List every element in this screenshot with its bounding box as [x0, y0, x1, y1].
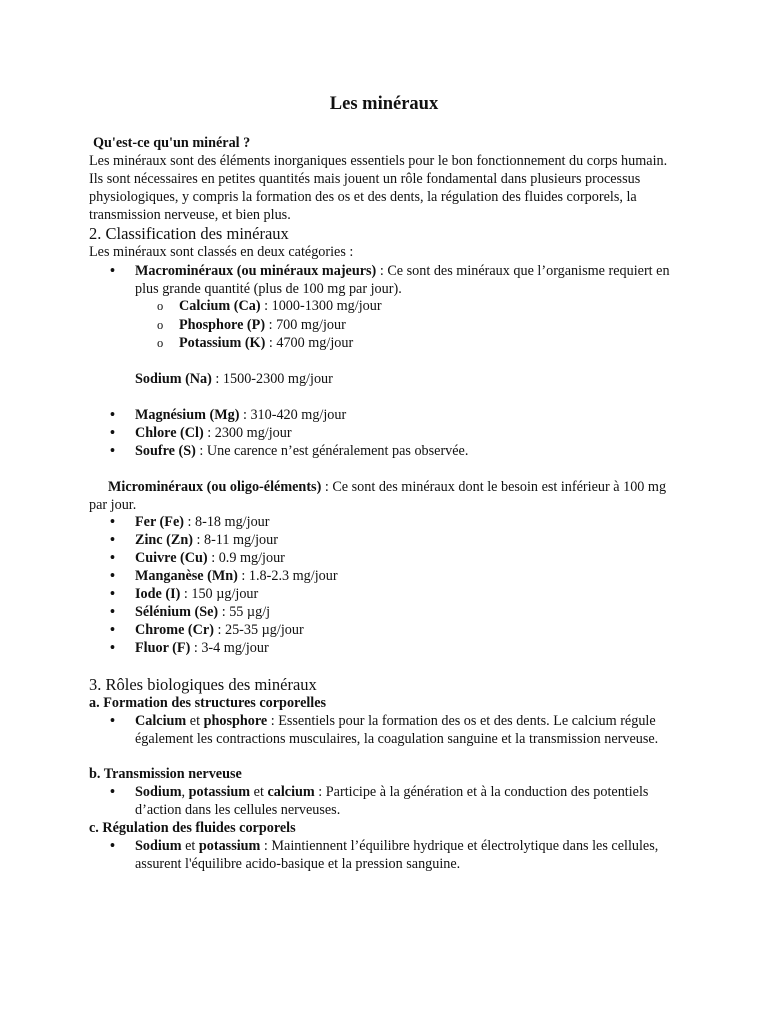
micro-paragraph: Microminéraux (ou oligo-éléments) : Ce sont des minéraux dont le besoin est inférieur à 100 mg par jour. — [89, 479, 667, 513]
list-item: • Sodium et potassium : Maintiennent l’équilibre hydrique et électrolytique dans les cellules, assurent l'équilibre acido-basique et la pression sanguine. — [89, 837, 689, 873]
list-item: • Fluor (F) : 3-4 mg/jour — [89, 639, 689, 657]
list-item: • Manganèse (Mn) : 1.8-2.3 mg/jour — [89, 567, 689, 585]
section-3-heading: 3. Rôles biologiques des minéraux — [89, 675, 317, 694]
list-item: • Sodium, potassium et calcium : Participe à la génération et à la conduction des potentiels d’action dans les cellules nerveuses. — [89, 783, 689, 819]
intro-paragraph: Les minéraux sont des éléments inorganiques essentiels pour le bon fonctionnement du corps humain. Ils sont nécessaires en petites quantités mais jouent un rôle fondamental dans plusieurs processus physiologiques, y compris la formation des os et des dents, la régulation des fluides corporels, la transmission nerveuse, et bien plus. — [89, 153, 668, 223]
subsection-b-list — [89, 783, 689, 819]
categories-lead: Les minéraux sont classés en deux catégories : — [89, 244, 354, 260]
question-heading: Qu'est-ce qu'un minéral ? — [93, 135, 251, 151]
micro-list — [89, 513, 689, 657]
sodium-line: Sodium (Na) : 1500-2300 mg/jour — [135, 371, 333, 387]
list-item: • Calcium et phosphore : Essentiels pour la formation des os et des dents. Le calcium régule également les contractions musculaires, la coagulation sanguine et la transmission nerveuse. — [89, 712, 689, 748]
macro-list — [89, 262, 689, 298]
subsection-a-heading: a. Formation des structures corporelles — [89, 695, 327, 711]
list-item: • Fer (Fe) : 8-18 mg/jour — [89, 513, 689, 531]
list-item: • Zinc (Zn) : 8-11 mg/jour — [89, 531, 689, 549]
list-item: • Iode (I) : 150 µg/jour — [89, 585, 689, 603]
document-title: Les minéraux — [329, 94, 439, 114]
list-item: o Potassium (K) : 4700 mg/jour — [89, 334, 382, 353]
list-item: o Phosphore (P) : 700 mg/jour — [89, 316, 382, 335]
subsection-b-heading: b. Transmission nerveuse — [89, 766, 242, 782]
list-item: • Chrome (Cr) : 25-35 µg/jour — [89, 621, 689, 639]
subsection-a-list — [89, 712, 689, 748]
macro-sub-list — [89, 297, 382, 353]
macro-more-list — [89, 406, 689, 460]
subsection-c-heading: c. Régulation des fluides corporels — [89, 820, 296, 836]
list-item: • Macrominéraux (ou minéraux majeurs) : Ce sont des minéraux que l’organisme requiert en plus grande quantité (plus de 100 mg par jour). — [89, 262, 689, 298]
list-item: • Sélénium (Se) : 55 µg/j — [89, 603, 689, 621]
list-item: • Magnésium (Mg) : 310-420 mg/jour — [89, 406, 689, 424]
section-2-heading: 2. Classification des minéraux — [89, 224, 289, 243]
list-item: • Cuivre (Cu) : 0.9 mg/jour — [89, 549, 689, 567]
list-item: • Soufre (S) : Une carence n’est généralement pas observée. — [89, 442, 689, 460]
list-item: • Chlore (Cl) : 2300 mg/jour — [89, 424, 689, 442]
list-item: o Calcium (Ca) : 1000-1300 mg/jour — [89, 297, 382, 316]
subsection-c-list — [89, 837, 689, 873]
